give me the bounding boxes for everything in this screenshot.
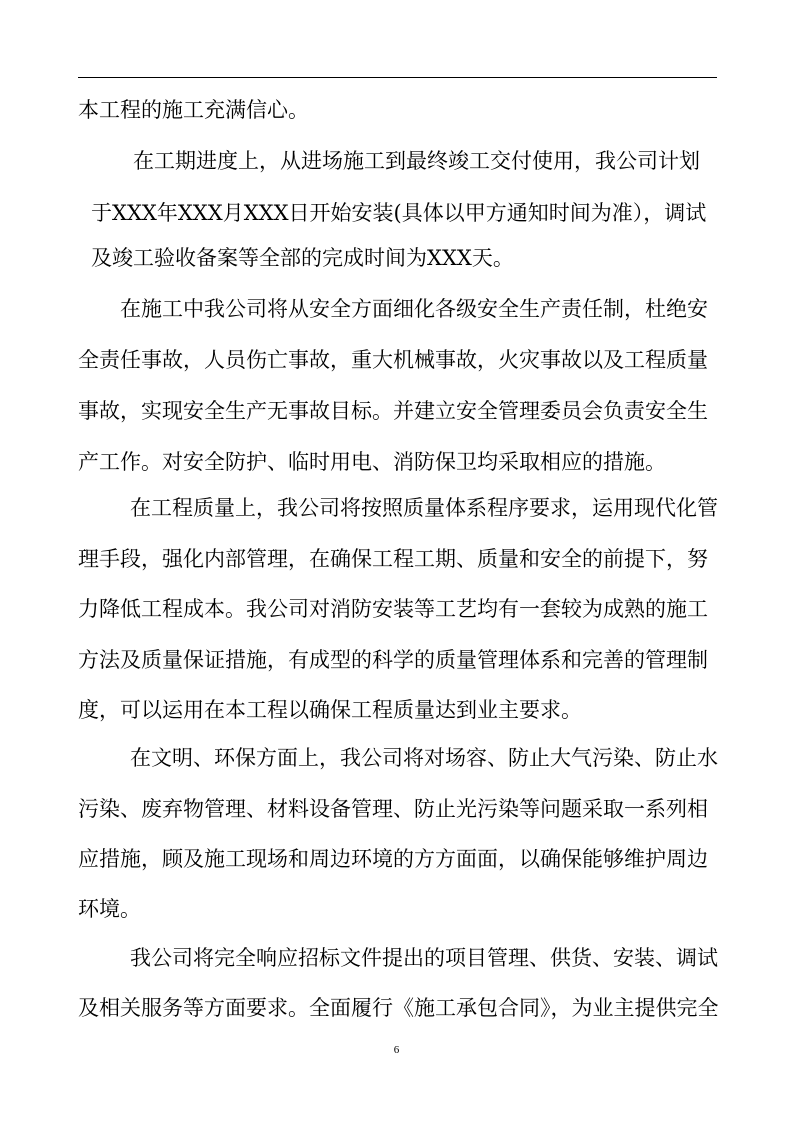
page-number: 6 xyxy=(393,1044,400,1056)
paragraph-first-line: 在工期进度上，从进场施工到最终竣工交付使用，我公司计划 xyxy=(133,149,700,173)
text-line: 应措施，顾及施工现场和周边环境的方方面面，以确保能够维护周边 xyxy=(78,847,708,871)
text-line: 方法及质量保证措施，有成型的科学的质量管理体系和完善的管理制 xyxy=(78,648,708,672)
paragraph-first-line: 我公司将完全响应招标文件提出的项目管理、供货、安装、调试 xyxy=(130,946,718,970)
text-line: 理手段，强化内部管理，在确保工程工期、质量和安全的前提下，努 xyxy=(78,547,708,571)
text-line: 及竣工验收备案等全部的完成时间为XXX天。 xyxy=(91,246,514,270)
text-line: 全责任事故，人员伤亡事故，重大机械事故，火灾事故以及工程质量 xyxy=(78,348,708,372)
text-line: 本工程的施工充满信心。 xyxy=(78,98,309,122)
text-line: 及相关服务等方面要求。全面履行《施工承包合同》，为业主提供完全 xyxy=(78,996,719,1020)
text-line: 于XXX年XXX月XXX日开始安装(具体以甲方通知时间为准），调试 xyxy=(91,201,707,225)
text-line: 度，可以运用在本工程以确保工程质量达到业主要求。 xyxy=(78,698,582,722)
text-line: 污染、废弃物管理、材料设备管理、防止光污染等问题采取一系列相 xyxy=(78,797,708,821)
text-line: 产工作。对安全防护、临时用电、消防保卫均采取相应的措施。 xyxy=(78,450,666,474)
paragraph-first-line: 在工程质量上，我公司将按照质量体系程序要求，运用现代化管 xyxy=(130,496,718,520)
text-line: 事故，实现安全生产无事故目标。并建立安全管理委员会负责安全生 xyxy=(78,399,708,423)
paragraph-first-line: 在施工中我公司将从安全方面细化各级安全生产责任制，杜绝安 xyxy=(120,297,708,321)
header-rule xyxy=(78,77,717,78)
text-line: 力降低工程成本。我公司对消防安装等工艺均有一套较为成熟的施工 xyxy=(78,597,708,621)
text-line: 环境。 xyxy=(78,897,141,921)
paragraph-first-line: 在文明、环保方面上，我公司将对场容、防止大气污染、防止水 xyxy=(130,746,718,770)
